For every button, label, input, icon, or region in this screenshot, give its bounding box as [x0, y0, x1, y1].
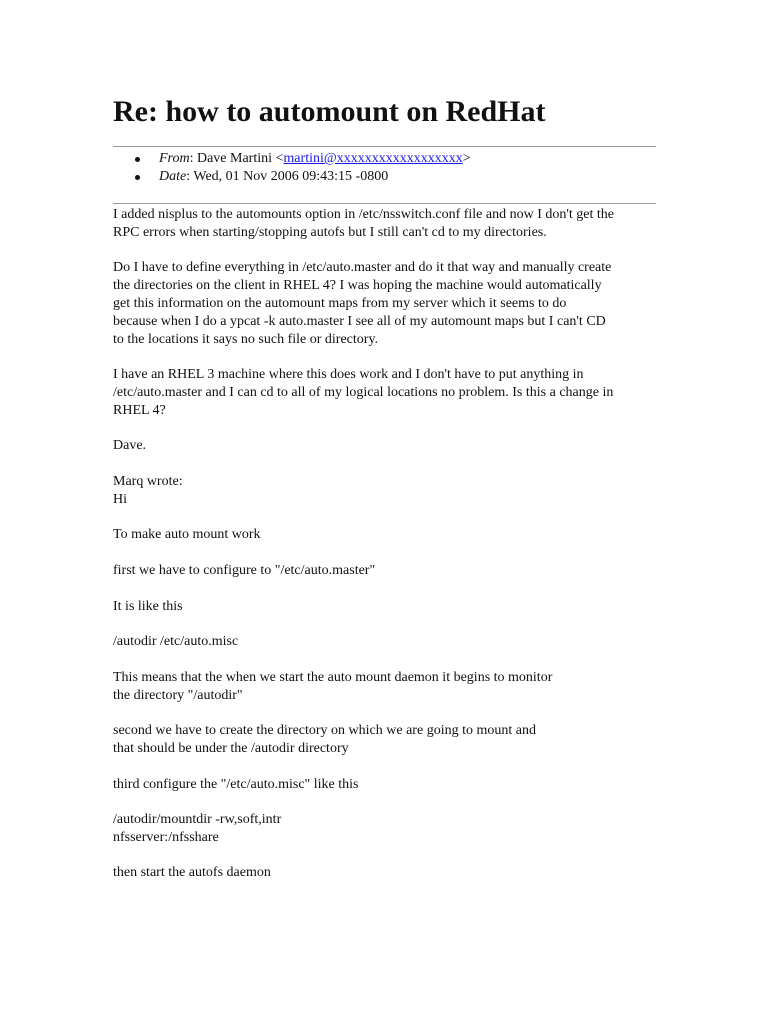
header-separator: :: [189, 151, 197, 166]
quoted-paragraph: third configure the "/etc/auto.misc" like this: [113, 776, 359, 792]
header-date: [135, 168, 471, 186]
bullet-icon: [135, 157, 140, 162]
message-headers: [113, 150, 471, 186]
from-name: Dave Martini <: [196, 151, 284, 166]
message-body: [113, 206, 656, 900]
quote-attribution: Marq wrote: Hi: [113, 473, 183, 507]
header-divider-bottom: [113, 203, 656, 204]
header-from: [135, 150, 471, 168]
from-label: From: [159, 151, 190, 166]
quoted-paragraph: /autodir/mountdir -rw,soft,intr nfsserver:/nfsshare: [113, 812, 282, 845]
body-paragraph: Do I have to define everything in /etc/auto.master and do it that way and manually create the directories on the client in RHEL 4? I was hoping the machine would automatically get this information on the automount maps from my server which it seems to do because when I do a ypcat -k auto.master I see all of my automount maps but I can't CD to the locations it says no such file or directory.: [113, 260, 612, 347]
quoted-paragraph: /autodir /etc/auto.misc: [113, 634, 239, 650]
from-close: >: [462, 151, 471, 166]
quoted-paragraph: first we have to configure to "/etc/auto.master": [113, 562, 376, 578]
date-value: Wed, 01 Nov 2006 09:43:15 -0800: [193, 169, 389, 184]
header-separator: :: [186, 169, 194, 184]
signature: Dave.: [113, 438, 147, 454]
header-divider-top: [113, 146, 656, 147]
date-label: Date: [159, 169, 187, 184]
quoted-paragraph: then start the autofs daemon: [113, 865, 271, 881]
body-paragraph: I added nisplus to the automounts option in /etc/nsswitch.conf file and now I don't get the RPC errors when starting/stopping autofs but I still can't cd to my directories.: [113, 207, 614, 240]
quoted-paragraph: To make auto mount work: [113, 527, 261, 543]
message-title: Re: how to automount on RedHat: [113, 95, 546, 128]
quoted-paragraph: It is like this: [113, 598, 183, 614]
quoted-paragraph: second we have to create the directory on which we are going to mount and that should be under the /autodir directory: [113, 723, 536, 756]
sender-email-link[interactable]: martini@xxxxxxxxxxxxxxxxxx: [283, 151, 463, 166]
bullet-icon: [135, 175, 140, 180]
body-paragraph: I have an RHEL 3 machine where this does work and I don't have to put anything in /etc/auto.master and I can cd to all of my logical locations no problem. Is this a change in RHEL 4?: [113, 367, 614, 418]
quoted-paragraph: This means that the when we start the auto mount daemon it begins to monitor the directory "/autodir": [113, 669, 553, 703]
